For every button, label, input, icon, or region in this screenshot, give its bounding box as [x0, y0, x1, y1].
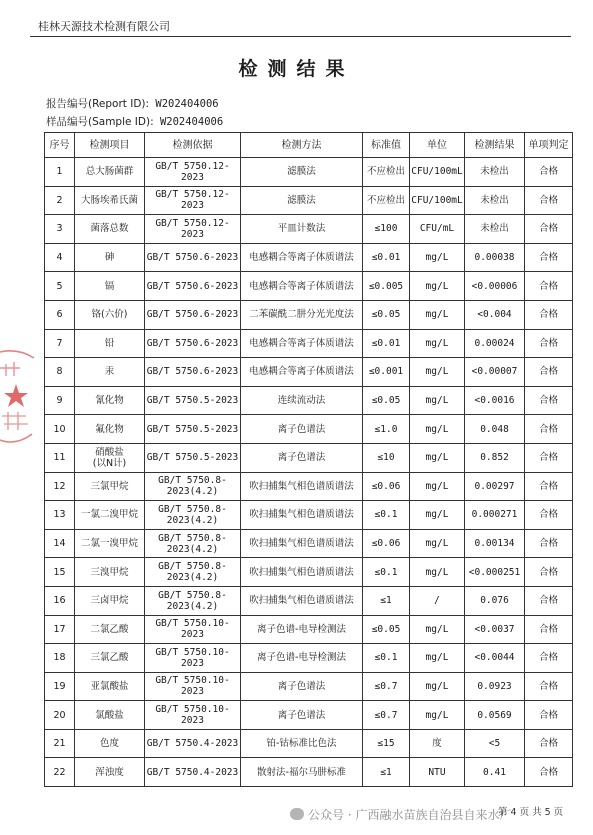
row-result: 未检出	[465, 158, 525, 187]
row-verdict: 合格	[525, 386, 573, 415]
row-basis: GB/T 5750.12-2023	[145, 158, 241, 187]
row-seq: 10	[45, 415, 75, 444]
table-row	[45, 443, 573, 472]
row-verdict: 合格	[525, 501, 573, 530]
row-item: 砷	[75, 243, 145, 272]
row-unit: mg/L	[410, 644, 465, 673]
col-header-standard: 标准值	[363, 133, 410, 158]
row-verdict: 合格	[525, 701, 573, 730]
row-verdict: 合格	[525, 615, 573, 644]
table-row	[45, 529, 573, 558]
row-verdict: 合格	[525, 443, 573, 472]
row-method: 离子色谱-电导检测法	[241, 644, 363, 673]
row-seq: 12	[45, 472, 75, 501]
row-seq: 13	[45, 501, 75, 530]
row-seq: 15	[45, 558, 75, 587]
sample-id-label: 样品编号(Sample ID):	[46, 116, 154, 128]
row-result: 0.000271	[465, 501, 525, 530]
table-row	[45, 415, 573, 444]
header-divider	[30, 36, 571, 37]
row-seq: 18	[45, 644, 75, 673]
row-standard: ≤1.0	[363, 415, 410, 444]
row-item: 汞	[75, 358, 145, 387]
row-basis: GB/T 5750.10-2023	[145, 615, 241, 644]
row-standard: ≤0.1	[363, 501, 410, 530]
row-result: 0.852	[465, 443, 525, 472]
row-item: 氯酸盐	[75, 701, 145, 730]
row-method: 平皿计数法	[241, 215, 363, 244]
row-item: 二氯乙酸	[75, 615, 145, 644]
row-seq: 6	[45, 300, 75, 329]
page-number: 第 4 页 共 5 页	[498, 807, 564, 818]
col-header-item: 检测项目	[75, 133, 145, 158]
col-header-unit: 单位	[410, 133, 465, 158]
row-seq: 16	[45, 586, 75, 615]
row-standard: ≤0.05	[363, 615, 410, 644]
row-result: <0.0037	[465, 615, 525, 644]
row-item: 铬(六价)	[75, 300, 145, 329]
row-unit: mg/L	[410, 615, 465, 644]
row-basis: GB/T 5750.5-2023	[145, 386, 241, 415]
row-unit: 度	[410, 729, 465, 758]
row-seq: 2	[45, 186, 75, 215]
row-standard: ≤0.01	[363, 243, 410, 272]
row-item: 二氯一溴甲烷	[75, 529, 145, 558]
sample-id-line	[46, 114, 223, 129]
row-unit: mg/L	[410, 415, 465, 444]
seal-stamp-icon	[0, 346, 38, 446]
row-seq: 7	[45, 329, 75, 358]
row-result: <0.00006	[465, 272, 525, 301]
row-basis: GB/T 5750.12-2023	[145, 186, 241, 215]
row-result: 0.076	[465, 586, 525, 615]
table-header-row	[45, 133, 573, 158]
row-result: 0.00024	[465, 329, 525, 358]
row-method: 连续流动法	[241, 386, 363, 415]
row-result: 0.0923	[465, 672, 525, 701]
row-unit: mg/L	[410, 272, 465, 301]
row-basis: GB/T 5750.4-2023	[145, 729, 241, 758]
row-standard: ≤0.1	[363, 644, 410, 673]
row-standard: ≤0.06	[363, 472, 410, 501]
row-seq: 4	[45, 243, 75, 272]
table-row	[45, 615, 573, 644]
col-header-result: 检测结果	[465, 133, 525, 158]
row-verdict: 合格	[525, 215, 573, 244]
row-method: 吹扫捕集气相色谱质谱法	[241, 586, 363, 615]
row-standard: ≤0.05	[363, 300, 410, 329]
table-row	[45, 701, 573, 730]
row-verdict: 合格	[525, 415, 573, 444]
row-unit: mg/L	[410, 501, 465, 530]
row-seq: 14	[45, 529, 75, 558]
row-verdict: 合格	[525, 758, 573, 787]
row-basis: GB/T 5750.10-2023	[145, 644, 241, 673]
table-row	[45, 243, 573, 272]
row-item: 镉	[75, 272, 145, 301]
row-unit: mg/L	[410, 243, 465, 272]
row-method: 离子色谱法	[241, 701, 363, 730]
row-basis: GB/T 5750.8- 2023(4.2)	[145, 529, 241, 558]
row-seq: 17	[45, 615, 75, 644]
row-item: 氟化物	[75, 415, 145, 444]
table-row	[45, 386, 573, 415]
row-unit: mg/L	[410, 300, 465, 329]
table-row	[45, 300, 573, 329]
row-method: 电感耦合等离子体质谱法	[241, 272, 363, 301]
row-standard: ≤0.06	[363, 529, 410, 558]
col-header-seq: 序号	[45, 133, 75, 158]
table-row	[45, 329, 573, 358]
row-method: 散射法-福尔马肼标准	[241, 758, 363, 787]
row-basis: GB/T 5750.6-2023	[145, 329, 241, 358]
table-row	[45, 729, 573, 758]
table-row	[45, 758, 573, 787]
company-name: 桂林天源技术检测有限公司	[38, 20, 170, 33]
table-row	[45, 158, 573, 187]
row-standard: ≤0.01	[363, 329, 410, 358]
row-standard: ≤0.001	[363, 358, 410, 387]
table-row	[45, 358, 573, 387]
row-standard: ≤1	[363, 758, 410, 787]
row-method: 电感耦合等离子体质谱法	[241, 243, 363, 272]
row-standard: ≤0.005	[363, 272, 410, 301]
row-unit: CFU/mL	[410, 215, 465, 244]
report-id-label: 报告编号(Report ID):	[46, 98, 150, 110]
report-id-line	[46, 96, 219, 111]
row-verdict: 合格	[525, 186, 573, 215]
row-standard: ≤15	[363, 729, 410, 758]
row-method: 离子色谱-电导检测法	[241, 615, 363, 644]
row-verdict: 合格	[525, 243, 573, 272]
row-unit: NTU	[410, 758, 465, 787]
table-row	[45, 558, 573, 587]
row-result: 0.41	[465, 758, 525, 787]
sample-id-value: W202404006	[159, 116, 224, 128]
report-id-value: W202404006	[155, 98, 219, 110]
row-item: 色度	[75, 729, 145, 758]
row-unit: mg/L	[410, 329, 465, 358]
row-basis: GB/T 5750.6-2023	[145, 358, 241, 387]
row-basis: GB/T 5750.5-2023	[145, 415, 241, 444]
row-seq: 22	[45, 758, 75, 787]
row-method: 吹扫捕集气相色谱质谱法	[241, 501, 363, 530]
row-unit: mg/L	[410, 672, 465, 701]
row-seq: 19	[45, 672, 75, 701]
row-basis: GB/T 5750.10-2023	[145, 701, 241, 730]
row-method: 滤膜法	[241, 158, 363, 187]
row-item: 氰化物	[75, 386, 145, 415]
row-method: 离子色谱法	[241, 672, 363, 701]
row-item: 菌落总数	[75, 215, 145, 244]
row-seq: 9	[45, 386, 75, 415]
row-method: 电感耦合等离子体质谱法	[241, 358, 363, 387]
row-method: 铂-钴标准比色法	[241, 729, 363, 758]
row-verdict: 合格	[525, 529, 573, 558]
row-item: 三卤甲烷	[75, 586, 145, 615]
row-unit: CFU/100mL	[410, 158, 465, 187]
row-standard: ≤1	[363, 586, 410, 615]
table-row	[45, 501, 573, 530]
table-body	[45, 158, 573, 787]
row-item: 总大肠菌群	[75, 158, 145, 187]
row-method: 电感耦合等离子体质谱法	[241, 329, 363, 358]
row-result: <0.000251	[465, 558, 525, 587]
row-verdict: 合格	[525, 558, 573, 587]
row-standard: ≤100	[363, 215, 410, 244]
row-basis: GB/T 5750.6-2023	[145, 300, 241, 329]
row-item: 大肠埃希氏菌	[75, 186, 145, 215]
row-result: 0.0569	[465, 701, 525, 730]
row-result: 0.048	[465, 415, 525, 444]
table-row	[45, 186, 573, 215]
row-unit: CFU/100mL	[410, 186, 465, 215]
row-seq: 1	[45, 158, 75, 187]
row-verdict: 合格	[525, 672, 573, 701]
row-result: 0.00134	[465, 529, 525, 558]
row-item: 硝酸盐 (以N计)	[75, 443, 145, 472]
row-result: <5	[465, 729, 525, 758]
row-method: 吹扫捕集气相色谱质谱法	[241, 472, 363, 501]
col-header-method: 检测方法	[241, 133, 363, 158]
row-basis: GB/T 5750.4-2023	[145, 758, 241, 787]
row-method: 离子色谱法	[241, 415, 363, 444]
row-basis: GB/T 5750.10-2023	[145, 672, 241, 701]
table-row	[45, 472, 573, 501]
table-row	[45, 644, 573, 673]
row-unit: /	[410, 586, 465, 615]
row-verdict: 合格	[525, 586, 573, 615]
row-unit: mg/L	[410, 529, 465, 558]
row-seq: 5	[45, 272, 75, 301]
row-standard: 不应检出	[363, 186, 410, 215]
row-seq: 8	[45, 358, 75, 387]
row-basis: GB/T 5750.6-2023	[145, 243, 241, 272]
row-basis: GB/T 5750.12-2023	[145, 215, 241, 244]
row-item: 亚氯酸盐	[75, 672, 145, 701]
row-method: 滤膜法	[241, 186, 363, 215]
wechat-icon	[290, 808, 304, 820]
row-result: 0.00297	[465, 472, 525, 501]
row-result: <0.0016	[465, 386, 525, 415]
row-verdict: 合格	[525, 300, 573, 329]
row-method: 离子色谱法	[241, 443, 363, 472]
row-unit: mg/L	[410, 386, 465, 415]
row-item: 浑浊度	[75, 758, 145, 787]
row-basis: GB/T 5750.8- 2023(4.2)	[145, 558, 241, 587]
row-item: 三溴甲烷	[75, 558, 145, 587]
row-unit: mg/L	[410, 443, 465, 472]
row-standard: ≤0.1	[363, 558, 410, 587]
table-row	[45, 586, 573, 615]
row-seq: 20	[45, 701, 75, 730]
row-verdict: 合格	[525, 644, 573, 673]
row-result: 未检出	[465, 186, 525, 215]
row-method: 二苯碳酰二肼分光光度法	[241, 300, 363, 329]
row-verdict: 合格	[525, 158, 573, 187]
row-item: 铅	[75, 329, 145, 358]
row-standard: ≤0.7	[363, 672, 410, 701]
row-unit: mg/L	[410, 472, 465, 501]
row-basis: GB/T 5750.6-2023	[145, 272, 241, 301]
row-method: 吹扫捕集气相色谱质谱法	[241, 558, 363, 587]
watermark	[290, 806, 511, 823]
row-seq: 11	[45, 443, 75, 472]
row-unit: mg/L	[410, 358, 465, 387]
row-standard: ≤10	[363, 443, 410, 472]
row-verdict: 合格	[525, 329, 573, 358]
page-title: 检测结果	[238, 58, 355, 80]
row-method: 吹扫捕集气相色谱质谱法	[241, 529, 363, 558]
row-result: <0.0044	[465, 644, 525, 673]
col-header-basis: 检测依据	[145, 133, 241, 158]
table-row	[45, 672, 573, 701]
col-header-verdict: 单项判定	[525, 133, 573, 158]
row-verdict: 合格	[525, 472, 573, 501]
row-verdict: 合格	[525, 272, 573, 301]
row-unit: mg/L	[410, 558, 465, 587]
watermark-text: 公众号 · 广西融水苗族自治县自来水厂	[308, 808, 512, 822]
row-unit: mg/L	[410, 701, 465, 730]
row-basis: GB/T 5750.5-2023	[145, 443, 241, 472]
row-basis: GB/T 5750.8- 2023(4.2)	[145, 472, 241, 501]
table-row	[45, 215, 573, 244]
row-result: 0.00038	[465, 243, 525, 272]
row-standard: ≤0.7	[363, 701, 410, 730]
row-verdict: 合格	[525, 729, 573, 758]
row-seq: 3	[45, 215, 75, 244]
row-item: 一氯二溴甲烷	[75, 501, 145, 530]
row-item: 三氯乙酸	[75, 644, 145, 673]
row-standard: 不应检出	[363, 158, 410, 187]
row-seq: 21	[45, 729, 75, 758]
row-result: 未检出	[465, 215, 525, 244]
row-verdict: 合格	[525, 358, 573, 387]
row-result: <0.00007	[465, 358, 525, 387]
row-basis: GB/T 5750.8- 2023(4.2)	[145, 586, 241, 615]
row-result: <0.004	[465, 300, 525, 329]
table-row	[45, 272, 573, 301]
row-basis: GB/T 5750.8- 2023(4.2)	[145, 501, 241, 530]
row-item: 三氯甲烷	[75, 472, 145, 501]
row-standard: ≤0.05	[363, 386, 410, 415]
results-table	[44, 132, 573, 787]
